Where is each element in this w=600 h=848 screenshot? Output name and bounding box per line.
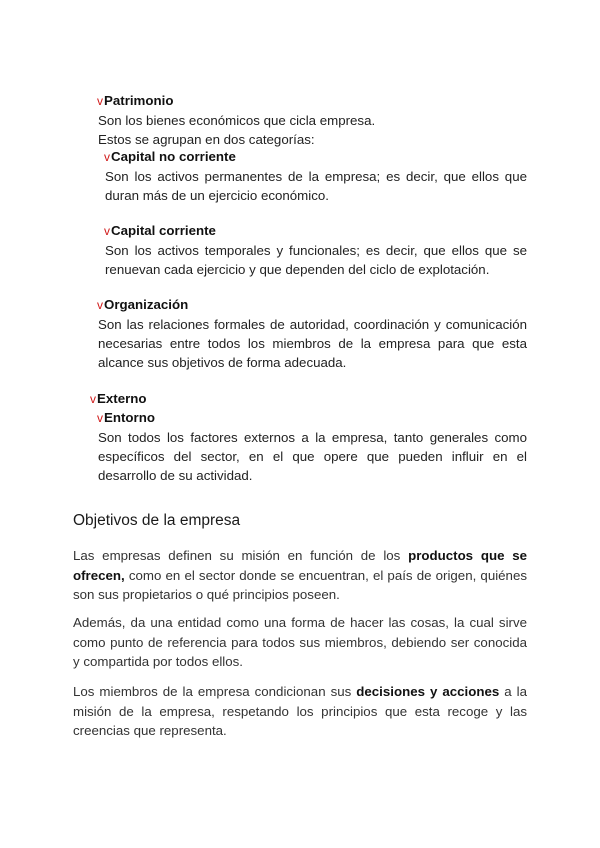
patrimonio-section	[97, 91, 537, 149]
checkmark-bullet-icon: v	[97, 94, 103, 108]
capital-no-corriente-text: Son los activos permanentes de la empresa; es decir, que ellos que duran más de un ejercicio económico.	[105, 169, 527, 203]
objetivos-paragraph-1: Las empresas definen su misión en función de los productos que se ofrecen, como en el sector donde se encuentran, el país de origen, quiénes son sus propietarios o qué principios poseen.	[73, 548, 528, 602]
capital-corriente-text: Son los activos temporales y funcionales; es decir, que ellos que se renuevan cada ejercicio y que dependen del ciclo de explotación.	[105, 243, 527, 277]
organizacion-heading: vOrganización	[97, 297, 189, 312]
organizacion-section	[97, 295, 527, 372]
patrimonio-categories-intro: Estos se agrupan en dos categorías:	[98, 132, 315, 147]
organizacion-text: Son las relaciones formales de autoridad, coordinación y comunicación necesarias entre todos los miembros de la empresa para que esta alcance sus objetivos de forma adecuada.	[98, 317, 527, 370]
patrimonio-heading: vPatrimonio	[97, 93, 174, 108]
bold-phrase: productos que se ofrecen,	[73, 548, 528, 583]
section-title: Objetivos de la empresa	[73, 512, 241, 529]
patrimonio-description: Son los bienes económicos que cicla empresa.	[98, 113, 376, 128]
checkmark-bullet-icon: v	[104, 150, 110, 164]
bold-phrase: decisiones y acciones	[356, 684, 500, 699]
entorno-heading: vEntorno	[97, 410, 155, 425]
checkmark-bullet-icon: v	[104, 224, 110, 238]
capital-corriente-heading: vCapital corriente	[104, 223, 216, 238]
checkmark-bullet-icon: v	[97, 411, 103, 425]
objetivos-paragraph-3: Los miembros de la empresa condicionan sus decisiones y acciones a la misión de la empresa, respetando los principios que esta recoge y las creencias que representa.	[73, 684, 527, 738]
checkmark-bullet-icon: v	[97, 298, 103, 312]
entorno-text: Son todos los factores externos a la empresa, tanto generales como específicos del sector, en el que opere que pueden influir en el desarrollo de su actividad.	[98, 430, 527, 483]
capital-no-corriente-heading: vCapital no corriente	[104, 149, 236, 164]
externo-section	[90, 389, 527, 409]
objetivos-paragraph-2: Además, da una entidad como una forma de hacer las cosas, la cual sirve como punto de referencia para todos sus miembros, debiendo ser conocida y compartida por todos ellos.	[73, 615, 527, 669]
checkmark-bullet-icon: v	[90, 392, 96, 406]
externo-heading: vExterno	[90, 391, 147, 406]
capital-corriente-section	[104, 221, 527, 279]
capital-no-corriente-section	[104, 147, 527, 205]
entorno-section	[97, 408, 527, 485]
